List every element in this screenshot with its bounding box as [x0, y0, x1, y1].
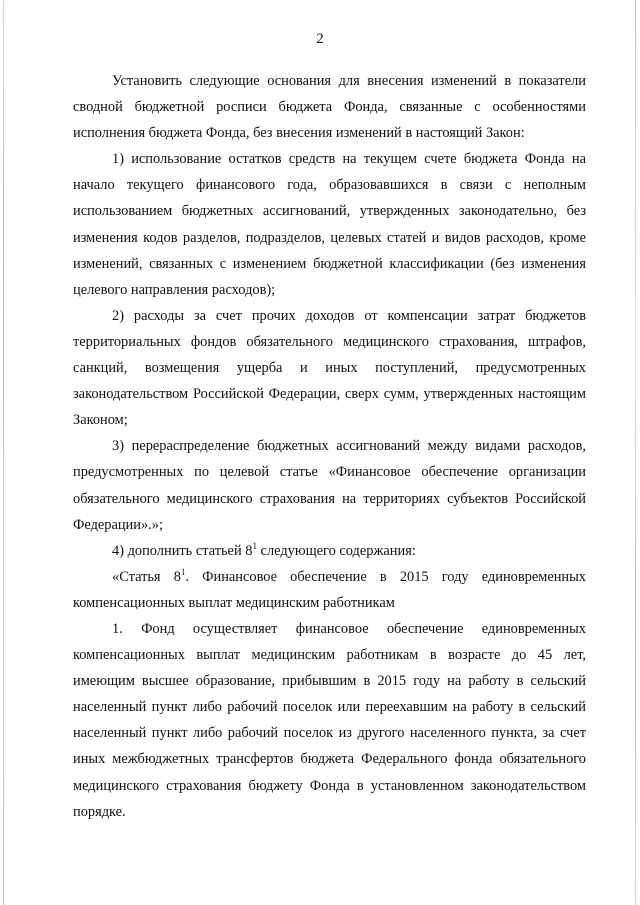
scan-edge-right — [635, 0, 636, 905]
clause-1-paragraph: 1. Фонд осуществляет финансовое обеспечение единовременных компенсационных выплат медицинским работникам в возрасте до 45 лет, имеющим высшее образование, прибывшим в 2015 году на работу в сельский населенный пункт либо рабочий поселок или переехавшим на работу в сельский населенный пункт либо рабочий поселок из другого населенного пункта, за счет иных межбюджетных трансфертов бюджета Федерального фонда обязательного медицинского страхования бюджету Фонда в установленном законодательством порядке. — [73, 620, 586, 820]
amendment-suffix: следующего содержания: — [256, 542, 416, 559]
article-heading-suffix: . Финансовое обеспечение в 2015 году единовременных компенсационных выплат медицинским работникам — [73, 568, 586, 611]
article-heading — [73, 564, 586, 616]
page-number: 2 — [316, 31, 324, 47]
amendment-prefix: 4) дополнить статьей 8 — [112, 542, 253, 559]
amendment-superscript: 1 — [252, 540, 257, 551]
article-heading-prefix: «Статья 8 — [112, 568, 181, 585]
article-heading-superscript: 1 — [180, 566, 186, 577]
item-2-paragraph: 2) расходы за счет прочих доходов от компенсации затрат бюджетов территориальных фондов обязательного медицинского страхования, штрафов, санкций, возмещения ущерба и иных поступлений, предусмотренных законодательством Российской Федерации, сверх сумм, утвержденных настоящим Законом; — [73, 307, 586, 429]
scan-edge-left — [3, 0, 4, 905]
amendment-paragraph — [73, 538, 586, 564]
intro-paragraph: Установить следующие основания для внесения изменений в показатели сводной бюджетной росписи бюджета Фонда, связанные с особенностями исполнения бюджета Фонда, без внесения изменений в настоящий Закон: — [73, 73, 586, 142]
document-body — [73, 68, 586, 825]
item-3-paragraph: 3) перераспределение бюджетных ассигнований между видами расходов, предусмотренных по целевой статье «Финансовое обеспечение организации обязательного медицинского страхования на территориях субъектов Российской Федерации».»; — [73, 438, 586, 533]
item-1-paragraph: 1) использование остатков средств на текущем счете бюджета Фонда на начало текущего финансового года, образовавшихся в связи с неполным использованием бюджетных ассигнований, утвержденных законодательно, без изменения кодов разделов, подразделов, целевых статей и видов расходов, кроме изменений, связанных с изменением бюджетной классификации (без изменения целевого направления расходов); — [73, 151, 586, 298]
